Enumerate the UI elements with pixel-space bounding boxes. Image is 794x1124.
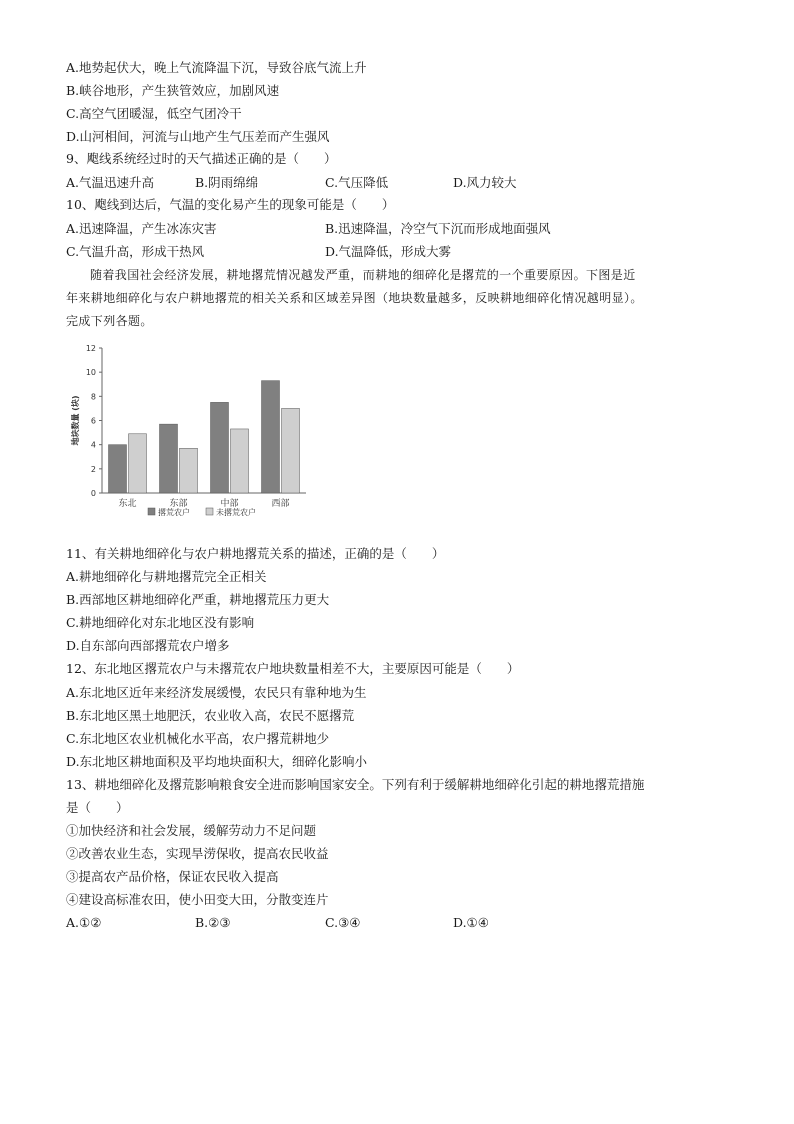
- bar-1-1: [180, 448, 198, 493]
- q12-option-d: D.东北地区耕地面积及平均地块面积大，细碎化影响小: [66, 754, 368, 769]
- x-tick-label: 东北: [118, 499, 137, 509]
- q11-option-b: B.西部地区耕地细碎化严重，耕地撂荒压力更大: [66, 592, 330, 607]
- passage-line-2: 年来耕地细碎化与农户耕地撂荒的相关关系和区域差异图（地块数量越多，反映耕地细碎化情况越明显）。: [66, 291, 643, 305]
- x-tick-label: 西部: [271, 499, 290, 509]
- q8-option-d: D.山河相间，河流与山地产生气压差而产生强风: [66, 129, 330, 144]
- q13-option-c: C.③④: [325, 915, 361, 930]
- bar-0-2: [211, 402, 229, 493]
- x-tick-label: 中部: [220, 499, 239, 509]
- q13-item-2: ②改善农业生态，实现旱涝保收，提高农民收益: [66, 846, 329, 861]
- q11-option-c: C.耕地细碎化对东北地区没有影响: [66, 615, 255, 630]
- q10-option-d: D.气温降低，形成大雾: [325, 244, 452, 259]
- q13-option-d: D.①④: [453, 915, 489, 930]
- q13-stem-line-1: 13、耕地细碎化及撂荒影响粮食安全进而影响国家安全。下列有利于缓解耕地细碎化引起的耕地撂荒措施: [66, 777, 645, 792]
- q9-stem: 9、飑线系统经过时的天气描述正确的是（ ）: [66, 151, 337, 166]
- q13-item-1: ①加快经济和社会发展，缓解劳动力不足问题: [66, 823, 317, 838]
- y-axis-label: 地块数量 (块): [71, 395, 80, 446]
- q11-option-d: D.自东部向西部撂荒农户增多: [66, 638, 230, 653]
- y-tick-label: 0: [90, 489, 96, 498]
- q8-option-b: B.峡谷地形，产生狭管效应，加剧风速: [66, 83, 280, 98]
- y-tick-label: 8: [90, 392, 96, 402]
- passage-line-1: 随着我国社会经济发展，耕地撂荒情况越发严重，而耕地的细碎化是撂荒的一个重要原因。下图是近: [90, 268, 636, 282]
- q11-stem: 11、有关耕地细碎化与农户耕地撂荒关系的描述，正确的是（ ）: [66, 546, 445, 561]
- bar-0-1: [160, 424, 178, 493]
- q13-option-a: A.①②: [66, 915, 102, 930]
- y-tick-label: 4: [90, 440, 96, 450]
- q13-item-3: ③提高农产品价格，保证农民收入提高: [66, 869, 279, 884]
- y-tick-label: 6: [90, 416, 96, 426]
- q10-option-b: B.迅速降温，冷空气下沉而形成地面强风: [325, 221, 551, 236]
- q9-option-c: C.气压降低: [325, 175, 389, 190]
- q8-option-c: C.高空气团暖湿，低空气团冷干: [66, 106, 242, 121]
- q8-option-a: A.地势起伏大，晚上气流降温下沉，导致谷底气流上升: [66, 60, 367, 75]
- bar-1-3: [282, 408, 300, 493]
- x-tick-label: 东部: [169, 499, 188, 509]
- legend-swatch-1: [206, 508, 213, 515]
- bar-0-0: [109, 445, 127, 493]
- q13-item-4: ④建设高标准农田，使小田变大田，分散变连片: [66, 892, 329, 907]
- q9-option-a: A.气温迅速升高: [66, 175, 155, 190]
- q9-option-b: B.阴雨绵绵: [195, 175, 259, 190]
- bar-0-3: [262, 381, 280, 493]
- legend-swatch-0: [148, 508, 155, 515]
- q12-option-b: B.东北地区黑土地肥沃，农业收入高，农民不愿撂荒: [66, 708, 355, 723]
- q10-option-a: A.迅速降温，产生冰冻灾害: [66, 221, 217, 236]
- legend-label-0: 撂荒农户: [158, 508, 190, 517]
- q10-stem: 10、飑线到达后，气温的变化易产生的现象可能是（ ）: [66, 197, 395, 212]
- q13-stem-line-2: 是（ ）: [66, 800, 129, 815]
- reading-passage: [66, 264, 730, 333]
- legend-label-1: 未撂荒农户: [216, 508, 256, 517]
- q12-stem: 12、东北地区撂荒农户与未撂荒农户地块数量相差不大，主要原因可能是（ ）: [66, 661, 520, 676]
- q12-option-c: C.东北地区农业机械化水平高，农户撂荒耕地少: [66, 731, 330, 746]
- bar-1-2: [231, 429, 249, 493]
- passage-line-3: 完成下列各题。: [66, 314, 153, 328]
- q11-option-a: A.耕地细碎化与耕地撂荒完全正相关: [66, 569, 267, 584]
- q12-option-a: A.东北地区近年来经济发展缓慢，农民只有靠种地为生: [66, 685, 367, 700]
- y-tick-label: 2: [90, 464, 96, 474]
- q10-option-c: C.气温升高，形成干热风: [66, 244, 205, 259]
- y-tick-label: 12: [85, 344, 96, 353]
- bar-chart: [66, 336, 316, 528]
- q13-option-b: B.②③: [195, 915, 231, 930]
- y-tick-label: 10: [85, 368, 96, 378]
- bar-1-0: [129, 434, 147, 493]
- q9-option-d: D.风力较大: [453, 175, 517, 190]
